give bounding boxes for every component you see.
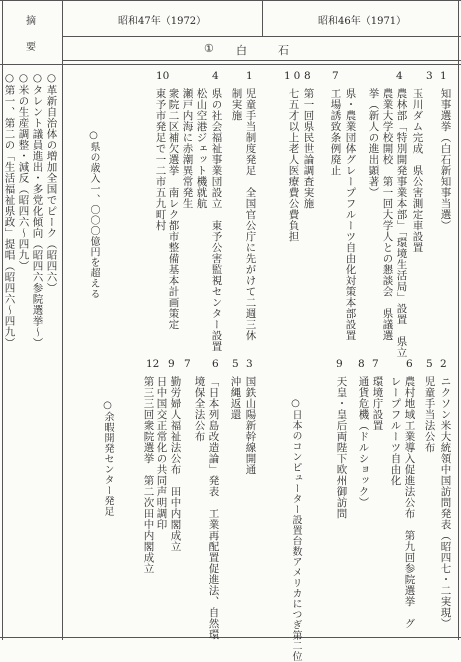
event-line: 第三三回衆院選挙 第二次田中内閣成立 — [142, 376, 155, 574]
summary-item: ○第一、第二の「生活福祉県政」提唱（昭四六〜四九） — [3, 72, 16, 349]
month-number: 10 — [156, 70, 170, 82]
month-number: 1 — [440, 70, 447, 82]
event-line: 第一回県民世論調査実施 — [302, 88, 315, 209]
summary-item: ○革新自治体の増加全国でピーク（昭四六） — [45, 72, 58, 294]
event-line: 勤労婦人福祉法公布 田中内閣成立 — [169, 376, 182, 552]
event-line: 児童手当法公布 — [423, 376, 436, 453]
month-number: 9 — [168, 358, 175, 370]
month-number: 6 — [212, 358, 219, 370]
month-number: 4 — [212, 70, 219, 82]
month-number: 3 — [426, 70, 433, 82]
section-marker: ① — [204, 42, 214, 55]
month-number: 8 — [304, 70, 311, 82]
month-number: 7 — [184, 358, 191, 370]
table-border-right — [458, 0, 459, 640]
event-line: レープフルーツ自由化 — [389, 376, 402, 486]
event-line: 境保全法公布 — [193, 376, 206, 442]
month-number: 7 — [332, 70, 339, 82]
month-number: 5 — [232, 358, 239, 370]
event-line: 農村地域工業導入促進法公布 第九回参院選挙 グ — [403, 376, 416, 629]
event-line: 国鉄山陽新幹線開通 — [244, 376, 257, 475]
month-number: 4 — [396, 70, 403, 82]
event-line: 制実施 — [230, 88, 243, 121]
section-rule — [62, 60, 461, 61]
event-line: 知事選挙（白石新知事当選） — [439, 88, 452, 231]
event-note: ○日本のコンピューター設置台数アメリカにつぎ第二位 — [290, 398, 301, 662]
header-rule — [62, 36, 461, 37]
event-line: 松山空港ジェット機就航 — [195, 88, 208, 209]
event-line: 農林部「特別開発事業本部」「環境生活局」設置 県立 — [395, 88, 408, 358]
event-line: 環境庁設置 — [371, 376, 384, 431]
section-name: 白 石 — [236, 44, 299, 57]
month-number: 3 — [246, 358, 253, 370]
event-line: 衆院二区補欠選挙 南レク都市整備基本計画策定 — [167, 88, 180, 330]
event-line: 瀬戸内海に赤潮異常発生 — [181, 88, 194, 209]
summary-item: ○米の生産調整・減反（昭四六〜四九） — [17, 72, 30, 272]
summary-header-top: 摘 — [26, 16, 36, 27]
month-number: 6 — [406, 358, 413, 370]
month-number: 9 — [336, 358, 343, 370]
summary-header-bottom: 要 — [26, 42, 36, 53]
event-line: 児童手当制度発足 全国官公庁に先がけて二週三休 — [244, 88, 257, 341]
event-line: 天皇・皇后両陛下欧州御訪問 — [335, 376, 348, 519]
event-line: 工場誘致条例廃止 — [329, 88, 342, 176]
month-number: 12 — [146, 358, 160, 370]
event-line: 通貨危機（ドルショック） — [357, 376, 370, 508]
year-header-divider — [262, 0, 263, 36]
month-number: 1 — [246, 70, 253, 82]
summary-item: ○タレント議員進出・多党化傾向（昭四六参院選挙〜） — [31, 72, 44, 349]
table-border-top — [0, 0, 461, 1]
event-note: ○県の歳入一、〇〇〇億円を超える — [88, 130, 99, 299]
event-line: 日中国交正常化の共同声明調印 — [155, 376, 168, 530]
table-border-left — [2, 0, 3, 640]
event-line: 農業大学校開校 第一回大学人との懇談会 県議選 — [381, 88, 394, 341]
event-line: 玉川ダム完成 県公害測定車設置 — [411, 88, 424, 253]
event-line: 沖縄返還 — [229, 376, 242, 420]
event-note: ○余暇開発センター発足 — [102, 400, 113, 517]
event-line: 「日本列島改造論」発表 工業再配置促進法、自然環 — [207, 376, 220, 640]
year-1971-header: 昭和46年（1971） — [318, 16, 407, 27]
event-line: ニクソン米大統領中国訪問発表（昭四七・二実現） — [439, 376, 452, 629]
event-line: 県の社会福祉事業団設立 東予公害監視センター設置 — [210, 88, 223, 352]
event-line: 東予市発足で一二市五九町村 — [154, 88, 167, 231]
table-border-bottom — [0, 637, 461, 638]
event-line: 県・農業団体グレープフルーツ自由化対策本部設置 — [344, 88, 357, 341]
month-number: 8 — [358, 358, 365, 370]
event-line: 七五才以上老人医療費公費負担 — [287, 88, 300, 242]
summary-column-divider — [62, 0, 63, 640]
month-number: 10 — [284, 70, 304, 82]
year-1972-header: 昭和47年（1972） — [118, 16, 207, 27]
month-number: 2 — [440, 358, 447, 370]
body-rule — [0, 64, 461, 65]
event-line: 挙（新人の進出顕著） — [367, 88, 380, 198]
month-number: 5 — [426, 358, 433, 370]
month-number: 7 — [372, 358, 379, 370]
